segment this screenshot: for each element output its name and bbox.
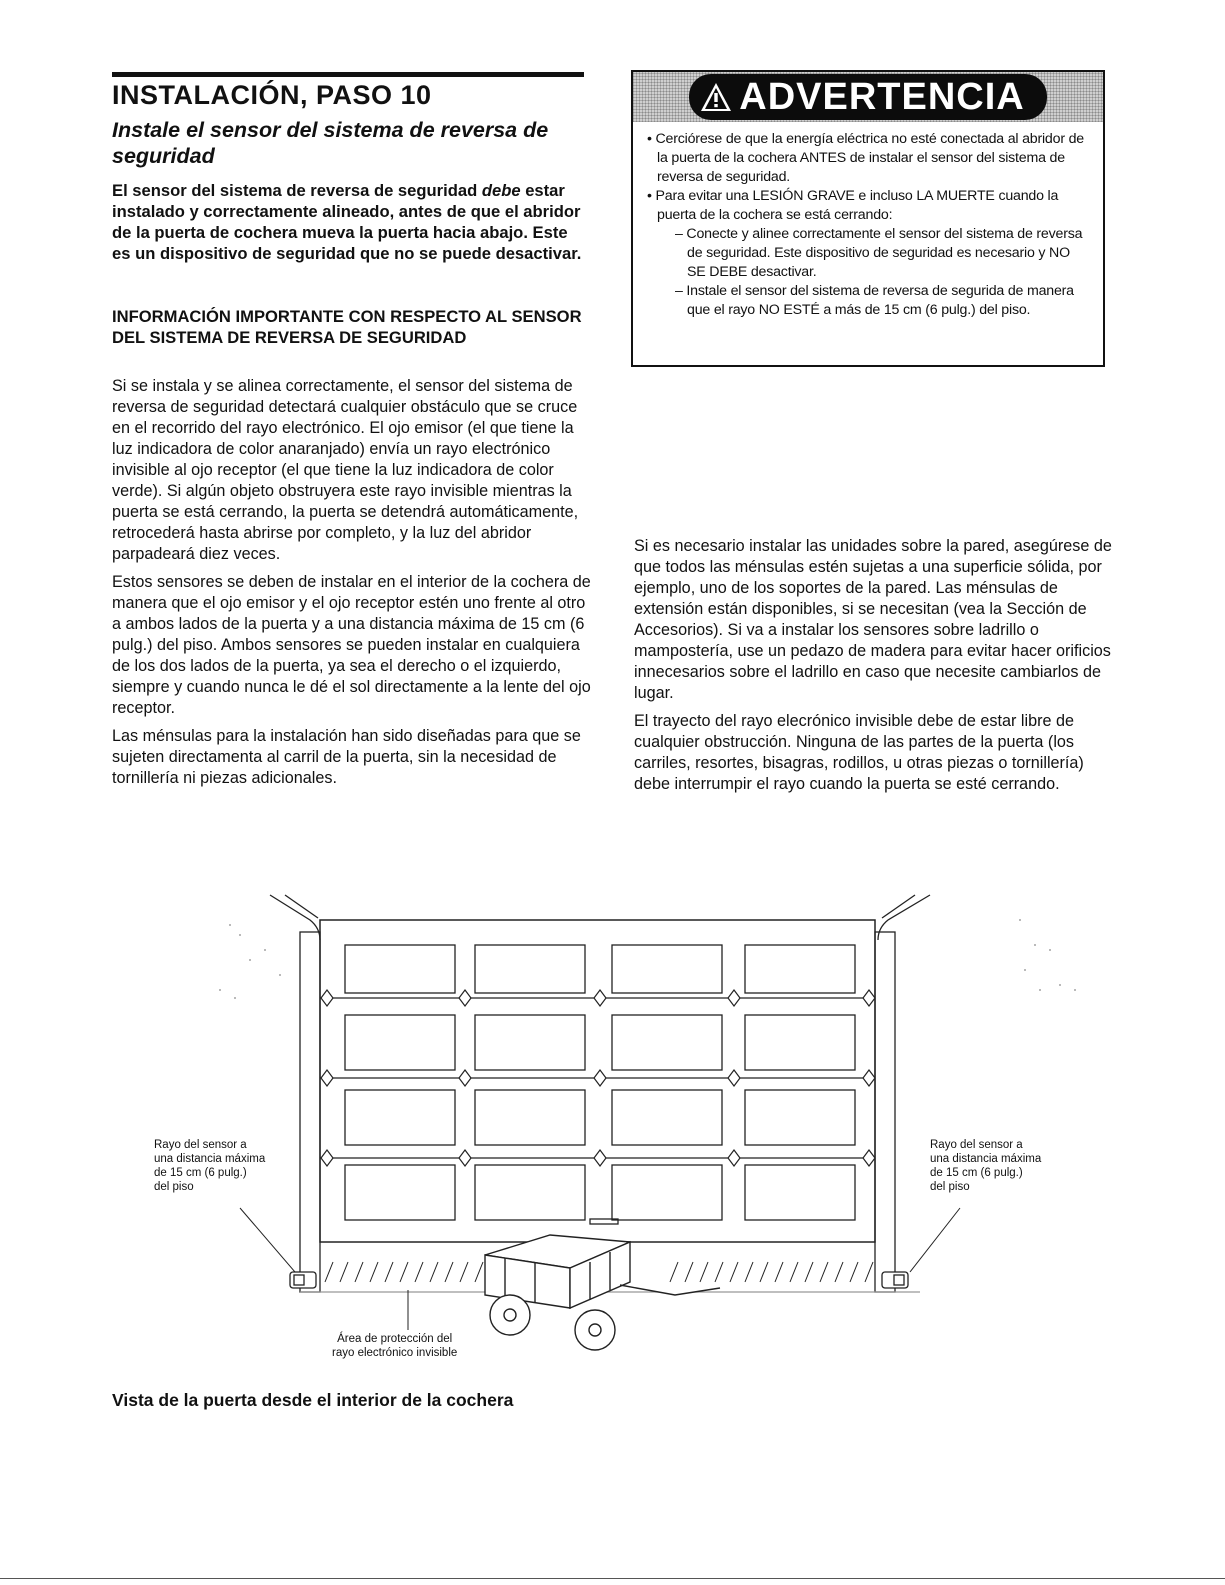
right-column xyxy=(634,536,1112,802)
lead-paragraph xyxy=(112,180,590,264)
page-bottom-rule xyxy=(0,1578,1225,1579)
right-sensor-label xyxy=(930,1138,1041,1194)
right-paragraph-1: Si es necesario instalar las unidades sobre la pared, asegúrese de que todos las ménsulas estén sujetas a una superficie sólida, por ejemplo, uno de los soportes de la pared. Las ménsulas de extensión están disponibles, si se necesitan (vea la Sección de Accesorios). Si va a instalar los sensores sobre ladrillo o mampostería, use un pedazo de madera para evitar hacer orificios innecesarios sobre el ladrillo en caso que necesite cambiarlos de lugar. xyxy=(634,537,1112,702)
warning-header xyxy=(633,72,1103,122)
warning-sub-1: – Conecte y alinee correctamente el sensor del sistema de reversa de seguridad. Este dispositivo de seguridad es necesario y NO SE DEBE desactivar. xyxy=(675,226,1083,280)
left-sensor-label xyxy=(154,1138,265,1194)
step-title: INSTALACIÓN, PASO 10 xyxy=(112,80,432,110)
warning-body xyxy=(647,130,1091,320)
left-label-line-1: Rayo del sensor a xyxy=(154,1139,247,1151)
diagram-caption: Vista de la puerta desde el interior de la cochera xyxy=(112,1390,514,1410)
right-label-line-1: Rayo del sensor a xyxy=(930,1139,1023,1151)
left-paragraph-1: Si se instala y se alinea correctamente, el sensor del sistema de reversa de seguridad detectará cualquier obstáculo que se cruce en el recorrido del rayo electrónico. El ojo emisor (el que tiene la luz indicadora de color anaranjado) envía un rayo electrónico invisible al ojo receptor (el que tiene la luz indicadora de color verde). Si algún objeto obstruyera este rayo invisible mientras la puerta se está cerrando, la puerta se detendrá automáticamente, retrocederá hasta abrirse por completo, y la luz del abridor parpadeará diez veces. xyxy=(112,377,579,563)
warning-title: ADVERTENCIA xyxy=(739,76,1025,118)
right-paragraph-2: El trayecto del rayo elecrónico invisible debe de estar libre de cualquier obstrucción. Ninguna de las partes de la puerta (los carriles, resortes, bisagras, rodillos, u otras piezas o tornillería) debe interrumpir el rayo cuando la puerta se esté cerrando. xyxy=(634,712,1084,793)
left-paragraph-3: Las ménsulas para la instalación han sido diseñadas para que se sujeten directamenta al carril de la puerta, sin la necesidad de tornillería ni piezas adicionales. xyxy=(112,727,581,787)
beam-label-line-2: rayo electrónico invisible xyxy=(332,1347,458,1359)
lead-text-1: El sensor del sistema de reversa de seguridad xyxy=(112,181,482,200)
warning-triangle-icon xyxy=(699,80,733,114)
garage-door-diagram xyxy=(140,890,1100,1370)
left-track xyxy=(300,932,320,1292)
right-label-line-3: de 15 cm (6 pulg.) xyxy=(930,1167,1023,1179)
left-label-line-2: una distancia máxima xyxy=(154,1153,266,1165)
beam-label-line-1: Área de protección del xyxy=(337,1333,453,1345)
left-label-line-4: del piso xyxy=(154,1181,194,1193)
beam-area-label xyxy=(332,1332,457,1360)
warning-bullet-2: • Para evitar una LESIÓN GRAVE e incluso LA MUERTE cuando la puerta de la cochera se está cerrando: xyxy=(647,188,1059,223)
wall-dots xyxy=(219,919,1076,999)
warning-title-pill xyxy=(689,74,1046,120)
garage-door-illustration xyxy=(140,890,1100,1370)
right-track xyxy=(875,932,895,1292)
info-heading: INFORMACIÓN IMPORTANTE CON RESPECTO AL SENSOR DEL SISTEMA DE REVERSA DE SEGURIDAD xyxy=(112,307,582,347)
left-label-line-3: de 15 cm (6 pulg.) xyxy=(154,1167,247,1179)
lead-emphasis: debe xyxy=(481,181,521,200)
wagon-obstacle xyxy=(485,1235,720,1350)
warning-sub-2: – Instale el sensor del sistema de reversa de segurida de manera que el rayo NO ESTÉ a más de 15 cm (6 pulg.) del piso. xyxy=(675,283,1074,318)
title-rule xyxy=(112,72,584,77)
right-label-line-4: del piso xyxy=(930,1181,970,1193)
warning-bullet-1: • Cerciórese de que la energía eléctrica no esté conectada al abridor de la puerta de la cochera ANTES de instalar el sensor del sistema de reversa de seguridad. xyxy=(647,131,1084,185)
warning-box xyxy=(631,70,1105,367)
left-column xyxy=(112,376,592,796)
left-paragraph-2: Estos sensores se deben de instalar en el interior de la cochera de manera que el ojo emisor y el ojo receptor estén uno frente al otro a ambos lados de la puerta y a una distancia máxima de 15 cm (6 pulg.) del piso. Ambos sensores se pueden instalar en cualquiera de los dos lados de la puerta, ya sea el derecho o el izquierdo, siempre y cuando nunca le dé el sol directamente a la lente del ojo receptor. xyxy=(112,573,591,717)
lead-text-2: estar instalado y correctamente alineado, antes de que el abridor de la puerta de cochera mueva la puerta hacia abajo. Este es un dispositivo de seguridad que no se puede desactivar. xyxy=(112,181,582,263)
section-subtitle: Instale el sensor del sistema de reversa de seguridad xyxy=(112,118,549,168)
right-label-line-2: una distancia máxima xyxy=(930,1153,1042,1165)
